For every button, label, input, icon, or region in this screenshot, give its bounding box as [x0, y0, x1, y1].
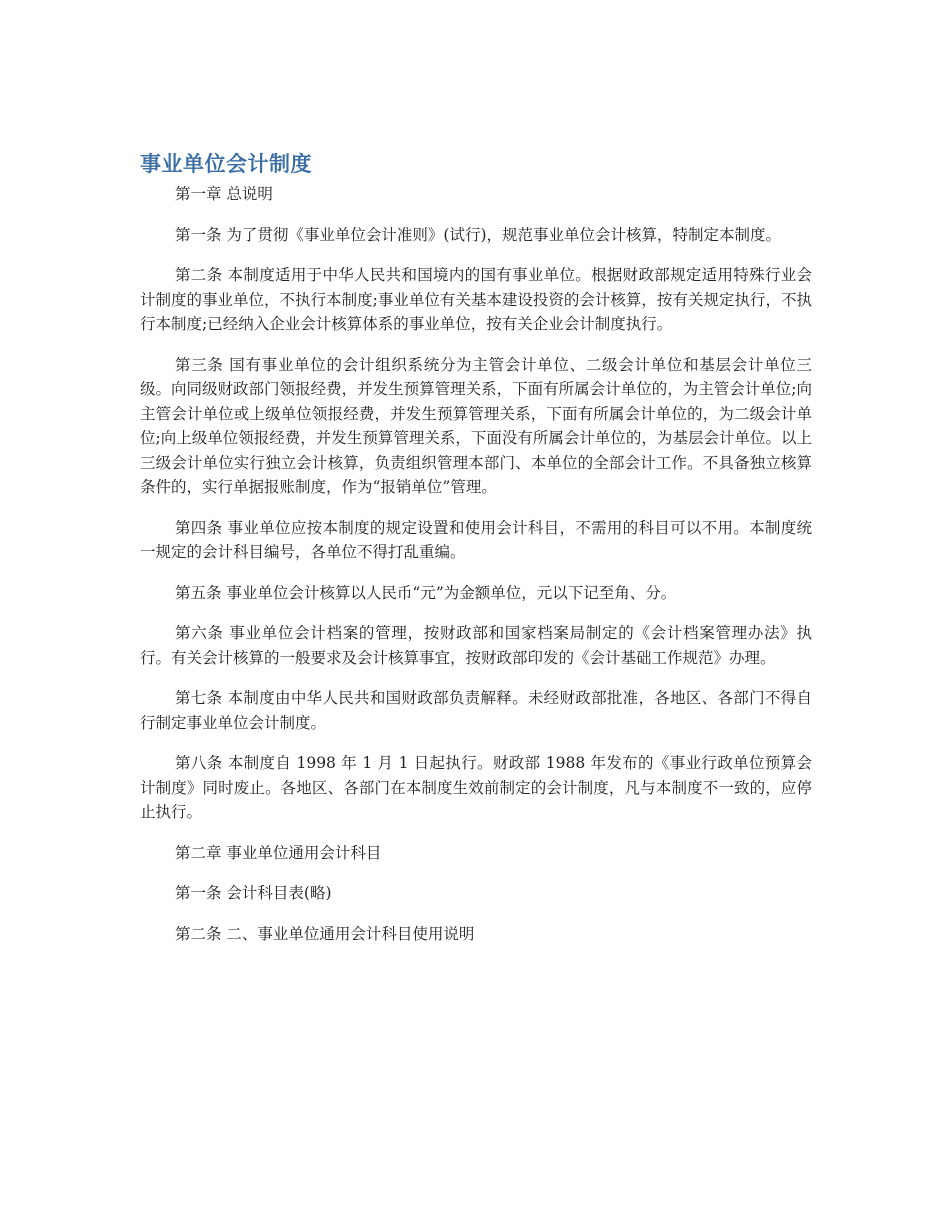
- article-8: 第八条 本制度自 1998 年 1 月 1 日起执行。财政部 1988 年发布的《事业行政单位预算会计制度》同时废止。各地区、各部门在本制度生效前制定的会计制度，凡与本制度不一致的，应停止执行。: [140, 754, 812, 821]
- article-7: 第七条 本制度由中华人民共和国财政部负责解释。未经财政部批准，各地区、各部门不得自行制定事业单位会计制度。: [140, 689, 812, 732]
- chapter2-article-2: 第二条 二、事业单位通用会计科目使用说明: [175, 924, 475, 943]
- document-page: [140, 150, 812, 962]
- article-5: 第五条 事业单位会计核算以人民币“元”为金额单位，元以下记至角、分。: [175, 583, 677, 602]
- article-1: 第一条 为了贯彻《事业单位会计准则》(试行)，规范事业单位会计核算，特制定本制度。: [175, 225, 782, 244]
- chapter-heading-2: 第二章 事业单位通用会计科目: [175, 843, 382, 862]
- article-3: 第三条 国有事业单位的会计组织系统分为主管会计单位、二级会计单位和基层会计单位三级。向同级财政部门领报经费，并发生预算管理关系，下面有所属会计单位的，为主管会计单位;向主管会计单位或上级单位领报经费，并发生预算管理关系，下面有所属会计单位的，为二级会计单位;向上级单位领报经费，并发生预算管理关系，下面没有所属会计单位的，为基层会计单位。以上三级会计单位实行独立会计核算，负责组织管理本部门、本单位的全部会计工作。不具备独立核算条件的，实行单据报账制度，作为“报销单位”管理。: [140, 355, 812, 496]
- article-4: 第四条 事业单位应按本制度的规定设置和使用会计科目，不需用的科目可以不用。本制度统一规定的会计科目编号，各单位不得打乱重编。: [140, 518, 812, 561]
- chapter2-article-1: 第一条 会计科目表(略): [175, 884, 332, 902]
- article-6: 第六条 事业单位会计档案的管理，按财政部和国家档案局制定的《会计档案管理办法》执行。有关会计核算的一般要求及会计核算事宜，按财政部印发的《会计基础工作规范》办理。: [140, 624, 812, 667]
- document-title: 事业单位会计制度: [140, 152, 312, 176]
- article-2: 第二条 本制度适用于中华人民共和国境内的国有事业单位。根据财政部规定适用特殊行业会计制度的事业单位，不执行本制度;事业单位有关基本建设投资的会计核算，按有关规定执行，不执行本制度;已经纳入企业会计核算体系的事业单位，按有关企业会计制度执行。: [140, 266, 812, 333]
- chapter-heading-1: 第一章 总说明: [175, 185, 273, 203]
